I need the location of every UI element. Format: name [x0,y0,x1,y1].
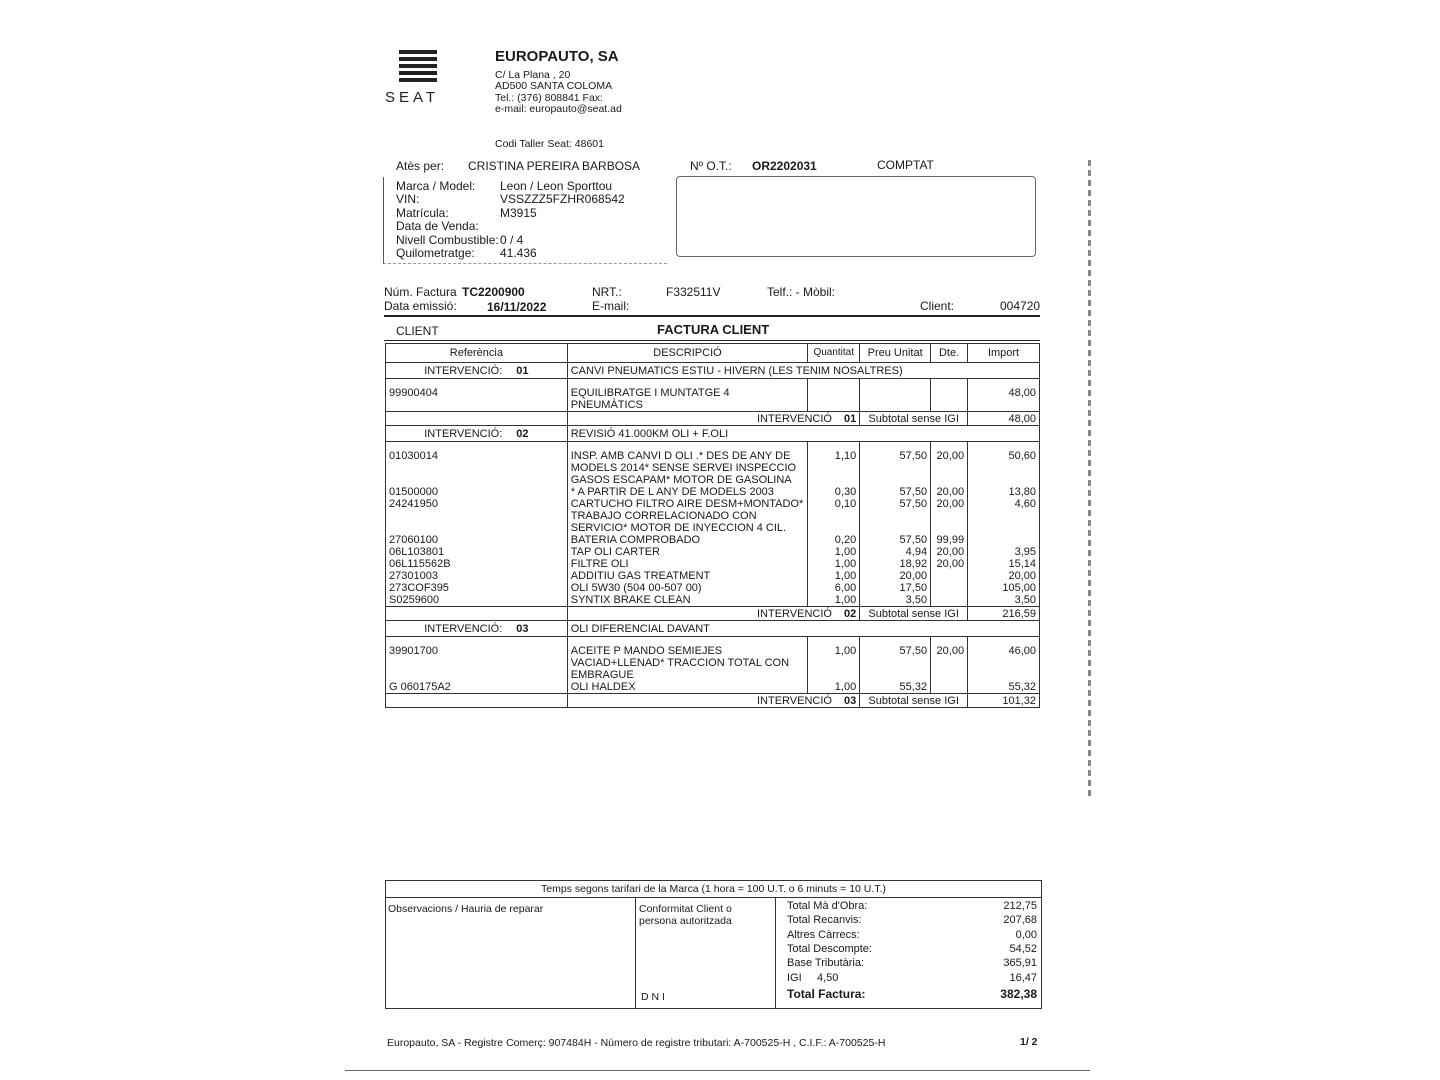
vin-label: VIN: [396,192,420,206]
table-header [386,344,1040,363]
table-row [386,570,1040,582]
section-left: CLIENT [396,324,439,338]
item-desc-line: SERVICIO* MOTOR DE INYECCION 4 CIL. [570,522,787,534]
grand-total-label: Total Factura: [787,987,866,1001]
sale-date-label: Data de Venda: [396,219,479,233]
item-desc-line: EMBRAGUE [570,669,634,681]
company-address2: AD500 SANTA COLOMA [495,80,613,92]
item-qty: 1,00 [808,546,860,558]
item-desc [567,570,808,582]
empty-cell [386,442,568,451]
item-price: 17,50 [860,582,931,594]
spacer-row [386,637,1040,646]
intervention-label-text: INTERVENCIÓ: [424,622,503,635]
company-email: e-mail: europauto@seat.ad [495,103,622,115]
item-qty: 1,00 [808,594,860,607]
subtotal-intervention-number: 02 [843,607,857,620]
total-value: 212,75 [1003,900,1037,912]
subtotal-value: 216,59 [968,607,1040,621]
item-ref: 27301003 [386,570,568,582]
table-row [386,582,1040,594]
subtotal-intervention-label: INTERVENCIÓ [756,412,832,425]
empty-cell [808,442,860,451]
intervention-header [386,426,1040,442]
subtotal-intervention [567,694,859,708]
total-row [787,914,1037,926]
item-discount: 20,00 [931,645,968,681]
client-label: Client: [920,299,955,313]
total-value: 207,68 [1003,914,1037,927]
item-discount [931,582,968,594]
item-discount [931,570,968,582]
order-number: OR2202031 [752,159,817,173]
logo-text: SEAT [385,89,440,106]
time-note: Temps segons tarifari de la Marca (1 hora = 100 U.T. o 6 minuts = 10 U.T.) [386,881,1041,898]
subtotal-value: 48,00 [968,412,1040,426]
item-desc-line: BATERIA COMPROBADO [570,534,701,546]
plate-value: M3915 [500,206,537,220]
item-desc-line: CARTUCHO FILTRO AIRE DESM+MONTADO* [570,498,804,510]
item-price: 4,94 [860,546,931,558]
total-label: Total Recanvis: [787,914,862,927]
total-label: Total Descompte: [787,942,872,955]
scan-edge [1088,160,1091,800]
item-desc [567,498,808,534]
subtotal-intervention-label: INTERVENCIÓ [756,694,832,707]
intervention-number: 02 [516,427,529,440]
item-desc-line: TRABAJO CORRELACIONADO CON [570,510,757,522]
item-amount [968,534,1040,546]
item-discount [931,594,968,607]
plate-label: Matrícula: [396,206,449,220]
item-desc [567,387,808,412]
item-amount: 15,14 [968,558,1040,570]
intervention-number: 01 [516,364,529,377]
dni-label: D N I [641,991,665,1003]
empty-cell [968,442,1040,451]
item-desc-line: EQUILIBRATGE I MUNTATGE 4 PNEUMÀTICS [570,387,730,411]
empty-cell [860,442,931,451]
item-desc-line: INSP. AMB CANVI D OLI .* DES DE ANY DE [570,450,791,462]
divider [384,340,1040,341]
table-row [386,546,1040,558]
item-desc [567,450,808,486]
item-discount: 99,99 [931,534,968,546]
subtotal-intervention [567,412,859,426]
intervention-header [386,363,1040,379]
item-qty: 6,00 [808,582,860,594]
table-row [386,645,1040,681]
subtotal-label: Subtotal sense IGI [860,412,968,426]
total-row [787,957,1037,969]
km-label: Quilometratge: [396,246,475,260]
company-name: EUROPAUTO, SA [495,48,619,65]
workshop-code: Codi Taller Seat: 48601 [495,138,604,150]
invoice-items-table [385,343,1040,708]
item-qty: 1,00 [808,570,860,582]
item-discount: 20,00 [931,450,968,486]
client-address-box [676,176,1036,257]
col-desc: DESCRIPCIÓ [567,344,808,363]
item-desc-line: * A PARTIR DE L ANY DE MODELS 2003 [570,486,774,498]
empty-cell [386,379,568,388]
item-price: 57,50 [860,534,931,546]
col-ref: Referència [386,344,568,363]
table-row [386,486,1040,498]
item-amount: 20,00 [968,570,1040,582]
intervention-header [386,621,1040,637]
registry-info: Europauto, SA - Registre Comerç: 907484H - Número de registre tributari: A-700525-H , C.I.F.: A-700525-H [387,1037,886,1049]
item-price [860,387,931,412]
item-desc [567,558,808,570]
subtotal-intervention-label: INTERVENCIÓ [756,607,832,620]
empty-cell [968,379,1040,388]
item-desc-line: OLI 5W30 (504 00-507 00) [570,582,702,594]
item-desc [567,486,808,498]
total-label: Base Tributària: [787,957,865,970]
item-desc [567,645,808,681]
item-price: 57,50 [860,498,931,534]
item-amount: 50,60 [968,450,1040,486]
item-ref: 06L115562B [386,558,568,570]
subtotal-intervention-number: 03 [843,694,857,707]
col-amount: Import [968,344,1040,363]
item-desc-line: FILTRE OLI [570,558,629,570]
total-row [787,972,1037,984]
empty-cell [968,637,1040,646]
conformity-label-2: persona autoritzada [639,915,732,927]
subtotal-label: Subtotal sense IGI [860,694,968,708]
item-discount: 20,00 [931,546,968,558]
empty-cell [567,379,808,388]
invoice-date: 16/11/2022 [487,300,547,314]
seat-logo [385,48,455,106]
item-amount: 48,00 [968,387,1040,412]
item-ref: 27060100 [386,534,568,546]
attended-label: Atès per: [396,159,445,173]
email-label: E-mail: [592,299,630,313]
item-desc-line: VACIAD+LLENAD* TRACCION TOTAL CON [570,657,790,669]
invoice-number-label: Núm. Factura [384,285,457,299]
payment-type: COMPTAT [877,158,934,172]
nrt-label: NRT.: [592,285,622,299]
item-desc-line: TAP OLI CARTER [570,546,660,558]
table-row [386,558,1040,570]
item-desc [567,534,808,546]
item-qty: 1,10 [808,450,860,486]
empty-cell [567,442,808,451]
subtotal-value: 101,32 [968,694,1040,708]
total-value: 365,91 [1003,957,1037,970]
item-qty: 0,30 [808,486,860,498]
item-desc-line: MODELS 2014* SENSE SERVEI INSPECCIO [570,462,797,474]
item-amount: 55,32 [968,681,1040,694]
intervention-number: 03 [516,622,529,635]
fuel-label: Nivell Combustible: [396,233,499,247]
spacer-row [386,379,1040,388]
item-discount: 20,00 [931,558,968,570]
item-qty: 1,00 [808,645,860,681]
table-row [386,594,1040,607]
intervention-title: OLI DIFERENCIAL DAVANT [567,621,1039,637]
item-discount [931,387,968,412]
item-ref: 01030014 [386,450,568,486]
brand-label: Marca / Model: [396,179,476,193]
item-desc-line: ADDITIU GAS TREATMENT [570,570,711,582]
table-row [386,387,1040,412]
company-phone: Tel.: (376) 808841 Fax: [495,92,603,104]
intervention-label [386,363,568,379]
item-discount [931,681,968,694]
fuel-value: 0 / 4 [500,233,524,247]
total-label: Total Mà d'Obra: [787,900,868,912]
item-desc-line: OLI HALDEX [570,681,636,693]
table-row [386,681,1040,694]
seat-logo-icon [399,48,437,86]
item-desc [567,546,808,558]
intervention-title: CANVI PNEUMATICS ESTIU - HIVERN (LES TENIM NOSALTRES) [567,363,1039,379]
divider [384,315,1040,317]
divider [775,898,776,1008]
item-ref: 24241950 [386,498,568,534]
item-qty: 1,00 [808,681,860,694]
item-amount: 3,50 [968,594,1040,607]
table-row [386,450,1040,486]
item-price: 3,50 [860,594,931,607]
item-ref: 99900404 [386,387,568,412]
intervention-label [386,426,568,442]
nrt-value: F332511V [666,285,721,299]
invoice-date-label: Data emissió: [384,299,457,313]
item-desc-line: SYNTIX BRAKE CLEAN [570,594,691,606]
subtotal-row [386,607,1040,621]
intervention-label [386,621,568,637]
km-value: 41.436 [500,246,537,260]
item-price: 18,92 [860,558,931,570]
table-row [386,534,1040,546]
item-price: 20,00 [860,570,931,582]
item-price: 55,32 [860,681,931,694]
col-disc: Dte. [931,344,968,363]
item-desc-line: ACEITE P MANDO SEMIEJES [570,645,723,657]
empty-cell [808,379,860,388]
phone-label: Telf.: - Mòbil: [767,285,836,299]
client-number: 004720 [1000,299,1041,313]
company-address1: C/ La Plana , 20 [495,69,571,81]
empty-cell [931,442,968,451]
item-amount: 3,95 [968,546,1040,558]
item-qty: 0,20 [808,534,860,546]
invoice-number: TC2200900 [462,285,525,299]
item-price: 57,50 [860,450,931,486]
item-qty: 1,00 [808,558,860,570]
section-title: FACTURA CLIENT [657,322,770,337]
attended-value: CRISTINA PEREIRA BARBOSA [468,159,641,173]
empty-cell [386,694,568,708]
vin-value: VSSZZZ5FZHR068542 [500,192,625,206]
empty-cell [386,637,568,646]
subtotal-label: Subtotal sense IGI [860,607,968,621]
total-value: 16,47 [1009,971,1037,984]
item-amount: 13,80 [968,486,1040,498]
item-ref: 06L103801 [386,546,568,558]
col-price: Preu Unitat [860,344,931,363]
page-number: 1/ 2 [1020,1036,1038,1048]
item-desc [567,681,808,694]
item-amount: 105,00 [968,582,1040,594]
item-ref: 01500000 [386,486,568,498]
item-ref: 273COF395 [386,582,568,594]
intervention-title: REVISIÓ 41.000KM OLI + F.OLI [567,426,1039,442]
grand-total-value: 382,38 [1000,987,1037,1001]
spacer-row [386,442,1040,451]
item-price: 57,50 [860,486,931,498]
subtotal-intervention-number: 01 [843,412,857,425]
empty-cell [860,379,931,388]
empty-cell [567,637,808,646]
item-qty: 0,10 [808,498,860,534]
item-ref: G 060175A2 [386,681,568,694]
subtotal-intervention [567,607,859,621]
total-value: 54,52 [1009,942,1037,955]
conformity-label-1: Conformitat Client o [639,903,732,915]
total-label: IGI 4,50 [787,971,839,984]
item-desc [567,594,808,607]
grand-total-row [787,987,1037,1001]
item-discount: 20,00 [931,498,968,534]
subtotal-row [386,412,1040,426]
item-desc [567,582,808,594]
empty-cell [386,607,568,621]
total-row [787,900,1037,912]
item-qty [808,387,860,412]
item-discount: 20,00 [931,486,968,498]
empty-cell [808,637,860,646]
total-row [787,943,1037,955]
page-edge [345,1070,1090,1071]
empty-cell [931,637,968,646]
item-amount: 4,60 [968,498,1040,534]
item-ref: 39901700 [386,645,568,681]
brand-value: Leon / Leon Sporttou [500,179,613,193]
table-row [386,498,1040,534]
item-desc-line: GASOS ESCAPAM* MOTOR DE GASOLINA [570,474,792,486]
col-qty: Quantitat [808,344,860,363]
intervention-label-text: INTERVENCIÓ: [424,364,503,377]
divider [635,898,636,1008]
item-amount: 46,00 [968,645,1040,681]
item-price: 57,50 [860,645,931,681]
empty-cell [860,637,931,646]
observations-label: Observacions / Hauria de reparar [388,903,544,915]
total-value: 0,00 [1015,928,1037,941]
total-label: Altres Càrrecs: [787,928,860,941]
empty-cell [931,379,968,388]
intervention-label-text: INTERVENCIÓ: [424,427,503,440]
subtotal-row [386,694,1040,708]
order-label: Nº O.T.: [690,159,732,173]
empty-cell [386,412,568,426]
total-row [787,929,1037,941]
item-ref: S0259600 [386,594,568,607]
